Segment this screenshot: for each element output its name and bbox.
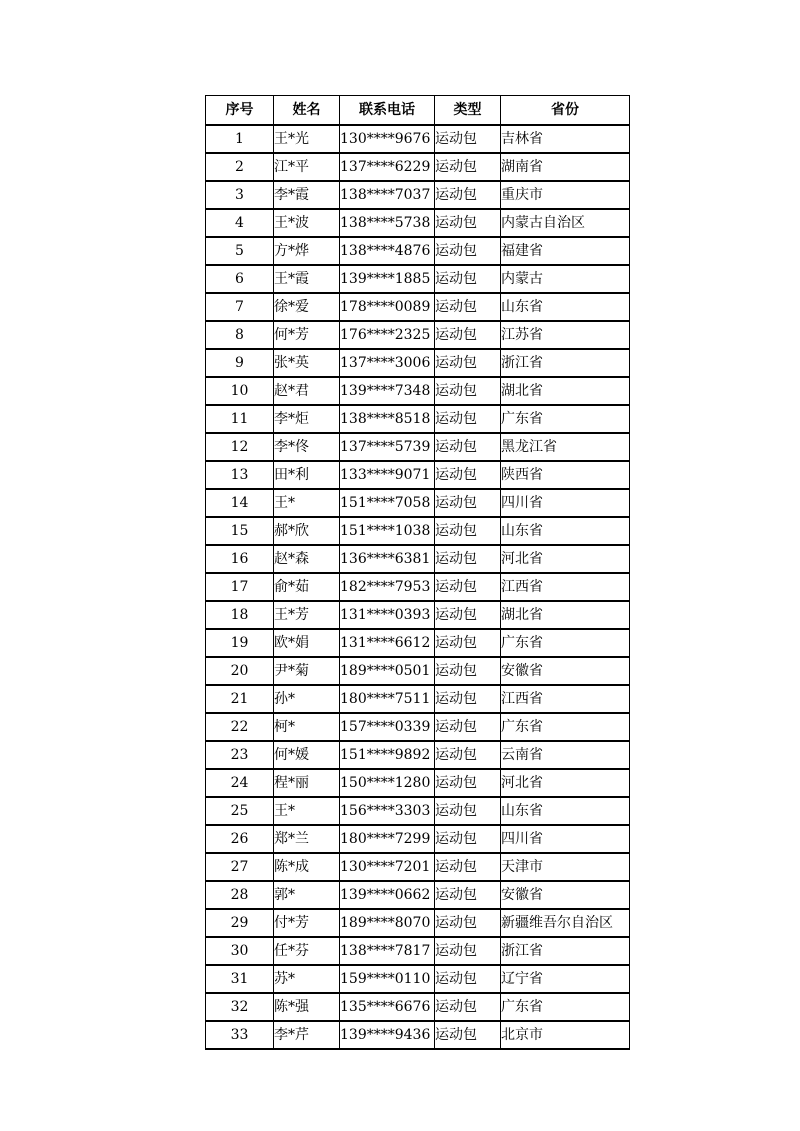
cell-phone: 138****8518	[340, 405, 435, 433]
cell-serial: 12	[206, 433, 274, 461]
cell-phone: 135****6676	[340, 993, 435, 1021]
table-row	[206, 1021, 630, 1049]
table-row	[206, 545, 630, 573]
cell-type: 运动包	[435, 657, 501, 685]
cell-phone: 180****7511	[340, 685, 435, 713]
table-row	[206, 881, 630, 909]
cell-phone: 137****6229	[340, 153, 435, 181]
table-header-row	[206, 96, 630, 126]
cell-phone: 176****2325	[340, 321, 435, 349]
cell-name: 徐*爱	[274, 293, 340, 321]
cell-serial: 19	[206, 629, 274, 657]
cell-serial: 30	[206, 937, 274, 965]
cell-phone: 139****1885	[340, 265, 435, 293]
cell-type: 运动包	[435, 825, 501, 853]
cell-type: 运动包	[435, 489, 501, 517]
cell-type: 运动包	[435, 181, 501, 209]
cell-type: 运动包	[435, 237, 501, 265]
order-table	[205, 95, 630, 1050]
cell-name: 柯*	[274, 713, 340, 741]
cell-type: 运动包	[435, 461, 501, 489]
cell-name: 张*英	[274, 349, 340, 377]
cell-serial: 14	[206, 489, 274, 517]
cell-name: 俞*茹	[274, 573, 340, 601]
cell-province: 广东省	[501, 993, 630, 1021]
cell-name: 李*芹	[274, 1021, 340, 1049]
cell-province: 内蒙古	[501, 265, 630, 293]
cell-name: 赵*君	[274, 377, 340, 405]
cell-serial: 23	[206, 741, 274, 769]
cell-name: 陈*强	[274, 993, 340, 1021]
cell-serial: 20	[206, 657, 274, 685]
cell-phone: 156****3303	[340, 797, 435, 825]
table-row	[206, 265, 630, 293]
cell-serial: 21	[206, 685, 274, 713]
cell-name: 王*波	[274, 209, 340, 237]
cell-type: 运动包	[435, 433, 501, 461]
cell-phone: 182****7953	[340, 573, 435, 601]
cell-name: 孙*	[274, 685, 340, 713]
cell-type: 运动包	[435, 321, 501, 349]
cell-name: 李*佟	[274, 433, 340, 461]
table-row	[206, 937, 630, 965]
table-row	[206, 517, 630, 545]
table-row	[206, 965, 630, 993]
table-row	[206, 125, 630, 153]
cell-name: 王*光	[274, 125, 340, 153]
cell-type: 运动包	[435, 853, 501, 881]
cell-serial: 9	[206, 349, 274, 377]
cell-serial: 6	[206, 265, 274, 293]
cell-name: 郑*兰	[274, 825, 340, 853]
cell-name: 任*芬	[274, 937, 340, 965]
cell-province: 北京市	[501, 1021, 630, 1049]
cell-serial: 25	[206, 797, 274, 825]
cell-type: 运动包	[435, 293, 501, 321]
cell-name: 郭*	[274, 881, 340, 909]
cell-province: 广东省	[501, 629, 630, 657]
cell-type: 运动包	[435, 601, 501, 629]
cell-type: 运动包	[435, 797, 501, 825]
cell-phone: 139****0662	[340, 881, 435, 909]
cell-province: 福建省	[501, 237, 630, 265]
cell-phone: 131****0393	[340, 601, 435, 629]
cell-serial: 7	[206, 293, 274, 321]
cell-phone: 139****9436	[340, 1021, 435, 1049]
header-province: 省份	[501, 96, 630, 126]
cell-name: 王*	[274, 489, 340, 517]
table-row	[206, 657, 630, 685]
cell-serial: 4	[206, 209, 274, 237]
cell-name: 欧*娟	[274, 629, 340, 657]
cell-phone: 150****1280	[340, 769, 435, 797]
cell-name: 王*	[274, 797, 340, 825]
cell-phone: 137****3006	[340, 349, 435, 377]
table-row	[206, 405, 630, 433]
cell-phone: 136****6381	[340, 545, 435, 573]
cell-name: 陈*成	[274, 853, 340, 881]
cell-province: 河北省	[501, 769, 630, 797]
table-row	[206, 629, 630, 657]
cell-type: 运动包	[435, 937, 501, 965]
cell-province: 安徽省	[501, 881, 630, 909]
cell-phone: 131****6612	[340, 629, 435, 657]
cell-phone: 133****9071	[340, 461, 435, 489]
cell-name: 李*霞	[274, 181, 340, 209]
cell-province: 广东省	[501, 713, 630, 741]
cell-province: 山东省	[501, 797, 630, 825]
cell-type: 运动包	[435, 349, 501, 377]
cell-phone: 151****7058	[340, 489, 435, 517]
cell-serial: 5	[206, 237, 274, 265]
cell-province: 内蒙古自治区	[501, 209, 630, 237]
table-row	[206, 181, 630, 209]
cell-serial: 26	[206, 825, 274, 853]
cell-phone: 138****5738	[340, 209, 435, 237]
cell-phone: 159****0110	[340, 965, 435, 993]
cell-province: 江西省	[501, 573, 630, 601]
cell-name: 付*芳	[274, 909, 340, 937]
cell-type: 运动包	[435, 909, 501, 937]
table-row	[206, 713, 630, 741]
cell-name: 王*霞	[274, 265, 340, 293]
cell-serial: 17	[206, 573, 274, 601]
cell-serial: 18	[206, 601, 274, 629]
cell-phone: 130****9676	[340, 125, 435, 153]
cell-type: 运动包	[435, 965, 501, 993]
table-row	[206, 797, 630, 825]
cell-phone: 138****7037	[340, 181, 435, 209]
cell-name: 苏*	[274, 965, 340, 993]
cell-type: 运动包	[435, 769, 501, 797]
cell-name: 程*丽	[274, 769, 340, 797]
table-row	[206, 993, 630, 1021]
header-serial: 序号	[206, 96, 274, 126]
table-row	[206, 741, 630, 769]
header-type: 类型	[435, 96, 501, 126]
cell-name: 李*炬	[274, 405, 340, 433]
cell-province: 四川省	[501, 489, 630, 517]
cell-name: 何*芳	[274, 321, 340, 349]
cell-province: 湖南省	[501, 153, 630, 181]
cell-name: 田*利	[274, 461, 340, 489]
table-row	[206, 349, 630, 377]
cell-phone: 138****7817	[340, 937, 435, 965]
table-row	[206, 433, 630, 461]
header-phone: 联系电话	[340, 96, 435, 126]
cell-serial: 13	[206, 461, 274, 489]
cell-serial: 8	[206, 321, 274, 349]
cell-phone: 137****5739	[340, 433, 435, 461]
cell-phone: 130****7201	[340, 853, 435, 881]
table-row	[206, 461, 630, 489]
cell-serial: 31	[206, 965, 274, 993]
cell-type: 运动包	[435, 517, 501, 545]
cell-type: 运动包	[435, 209, 501, 237]
table-row	[206, 909, 630, 937]
cell-type: 运动包	[435, 265, 501, 293]
table-row	[206, 321, 630, 349]
cell-serial: 28	[206, 881, 274, 909]
cell-phone: 151****1038	[340, 517, 435, 545]
cell-province: 浙江省	[501, 349, 630, 377]
cell-province: 湖北省	[501, 601, 630, 629]
cell-province: 广东省	[501, 405, 630, 433]
cell-type: 运动包	[435, 1021, 501, 1049]
cell-serial: 29	[206, 909, 274, 937]
cell-name: 方*烨	[274, 237, 340, 265]
cell-name: 赵*森	[274, 545, 340, 573]
table-row	[206, 853, 630, 881]
cell-province: 浙江省	[501, 937, 630, 965]
cell-type: 运动包	[435, 125, 501, 153]
cell-province: 天津市	[501, 853, 630, 881]
table-row	[206, 153, 630, 181]
cell-name: 王*芳	[274, 601, 340, 629]
cell-phone: 180****7299	[340, 825, 435, 853]
cell-province: 安徽省	[501, 657, 630, 685]
cell-serial: 11	[206, 405, 274, 433]
cell-province: 黑龙江省	[501, 433, 630, 461]
cell-province: 吉林省	[501, 125, 630, 153]
table-row	[206, 573, 630, 601]
table-row	[206, 209, 630, 237]
table-row	[206, 293, 630, 321]
cell-province: 辽宁省	[501, 965, 630, 993]
cell-province: 河北省	[501, 545, 630, 573]
cell-serial: 32	[206, 993, 274, 1021]
cell-type: 运动包	[435, 629, 501, 657]
cell-serial: 22	[206, 713, 274, 741]
table-row	[206, 685, 630, 713]
table-body	[206, 125, 630, 1049]
cell-phone: 138****4876	[340, 237, 435, 265]
cell-serial: 16	[206, 545, 274, 573]
cell-province: 四川省	[501, 825, 630, 853]
cell-serial: 3	[206, 181, 274, 209]
cell-type: 运动包	[435, 545, 501, 573]
cell-type: 运动包	[435, 685, 501, 713]
cell-phone: 189****8070	[340, 909, 435, 937]
table-row	[206, 769, 630, 797]
cell-type: 运动包	[435, 153, 501, 181]
cell-province: 新疆维吾尔自治区	[501, 909, 630, 937]
cell-serial: 15	[206, 517, 274, 545]
cell-name: 尹*菊	[274, 657, 340, 685]
table-row	[206, 237, 630, 265]
cell-type: 运动包	[435, 405, 501, 433]
cell-serial: 1	[206, 125, 274, 153]
cell-phone: 139****7348	[340, 377, 435, 405]
cell-name: 何*媛	[274, 741, 340, 769]
table-row	[206, 489, 630, 517]
cell-name: 郝*欣	[274, 517, 340, 545]
cell-province: 云南省	[501, 741, 630, 769]
cell-serial: 24	[206, 769, 274, 797]
cell-type: 运动包	[435, 741, 501, 769]
cell-type: 运动包	[435, 993, 501, 1021]
cell-serial: 10	[206, 377, 274, 405]
cell-province: 湖北省	[501, 377, 630, 405]
cell-province: 重庆市	[501, 181, 630, 209]
table-row	[206, 825, 630, 853]
cell-province: 山东省	[501, 517, 630, 545]
table-row	[206, 377, 630, 405]
header-name: 姓名	[274, 96, 340, 126]
cell-phone: 151****9892	[340, 741, 435, 769]
cell-type: 运动包	[435, 573, 501, 601]
cell-serial: 27	[206, 853, 274, 881]
cell-serial: 33	[206, 1021, 274, 1049]
cell-type: 运动包	[435, 377, 501, 405]
cell-name: 江*平	[274, 153, 340, 181]
cell-phone: 157****0339	[340, 713, 435, 741]
cell-phone: 189****0501	[340, 657, 435, 685]
cell-province: 山东省	[501, 293, 630, 321]
table-row	[206, 601, 630, 629]
cell-serial: 2	[206, 153, 274, 181]
cell-province: 江西省	[501, 685, 630, 713]
cell-type: 运动包	[435, 713, 501, 741]
cell-type: 运动包	[435, 881, 501, 909]
cell-province: 陕西省	[501, 461, 630, 489]
cell-phone: 178****0089	[340, 293, 435, 321]
cell-province: 江苏省	[501, 321, 630, 349]
